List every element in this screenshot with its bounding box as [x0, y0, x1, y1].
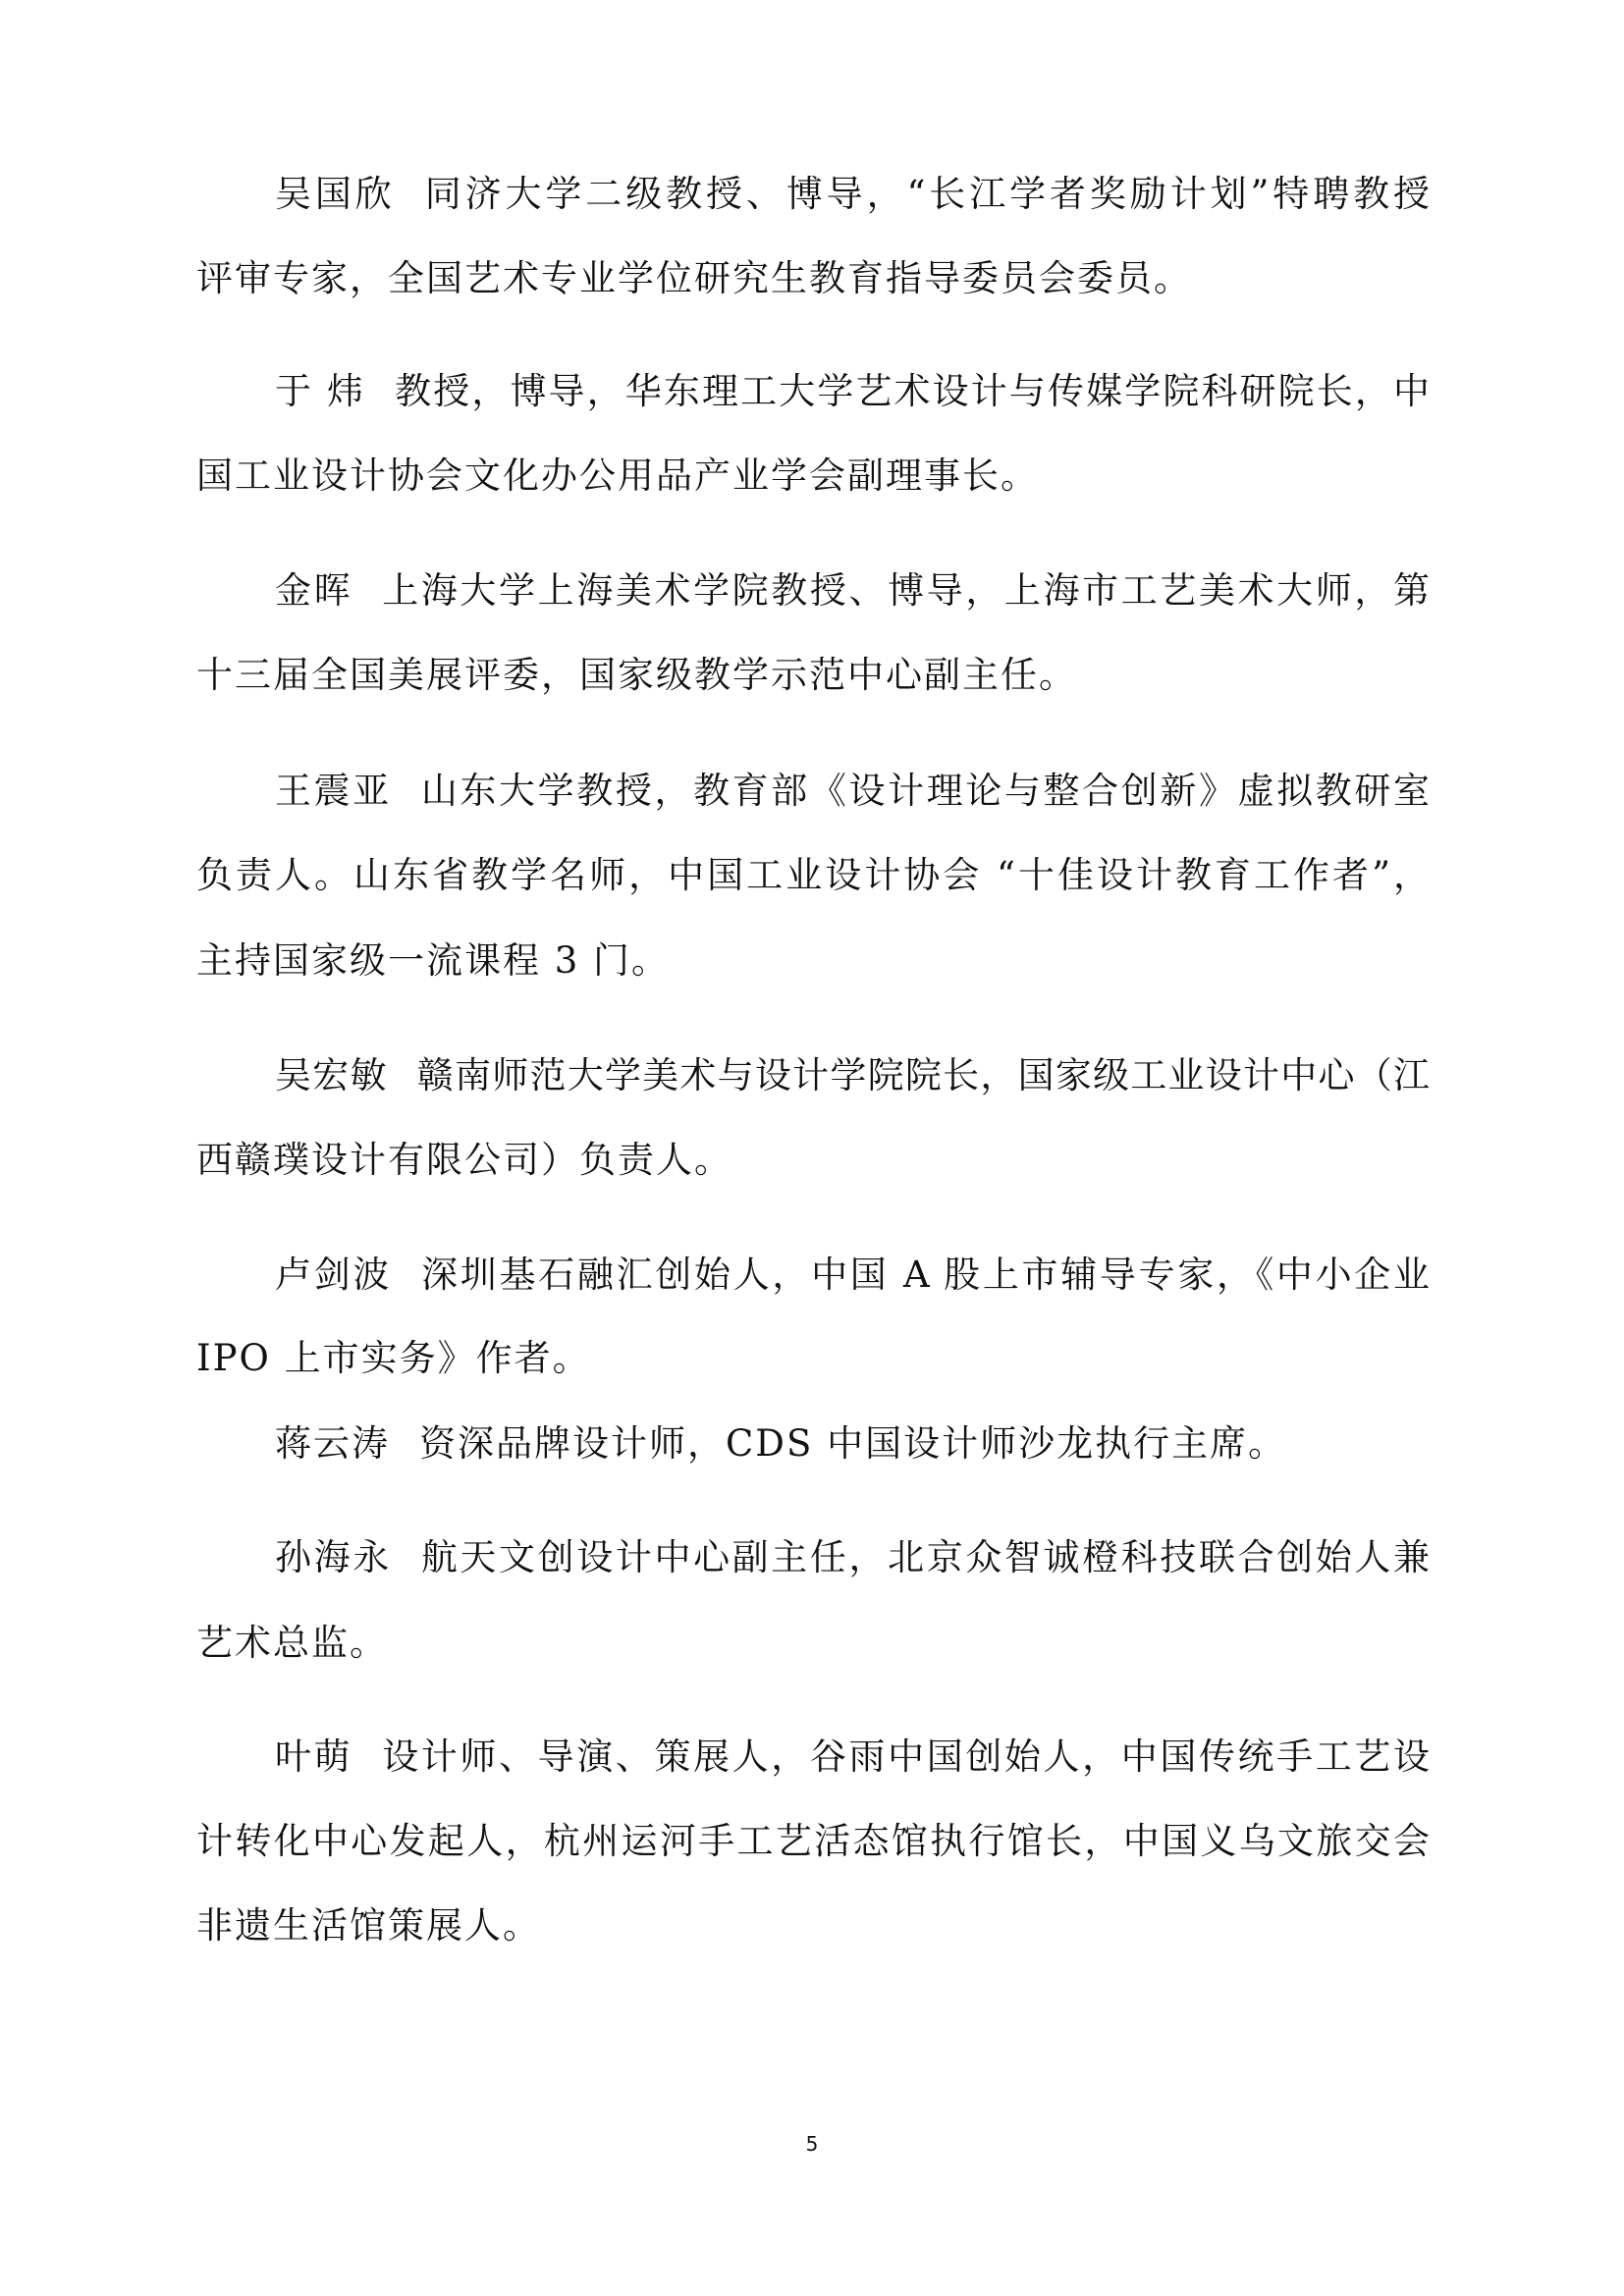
paragraph-line [275, 1735, 1430, 1779]
person-name: 蒋云涛 [275, 1422, 390, 1465]
bio-text: 资深品牌设计师，CDS 中国设计师沙龙执行主席。 [419, 1422, 1287, 1465]
person-name: 叶萌 [275, 1735, 353, 1778]
paragraph-line: 计转化中心发起人，杭州运河手工艺活态馆执行馆长，中国义乌文旅交会 [196, 1820, 1430, 1862]
paragraph-line: 主持国家级一流课程 3 门。 [196, 939, 671, 982]
paragraph-line [275, 1054, 1430, 1097]
page-number: 5 [805, 2132, 819, 2156]
bio-text: 赣南师范大学美术与设计学院院长，国家级工业设计中心（江 [416, 1054, 1431, 1096]
bio-text: 设计师、导演、策展人，谷雨中国创始人，中国传统手工艺设 [382, 1735, 1431, 1778]
bio-text: 深圳基石融汇创始人，中国 A 股上市辅导专家，《中小企业 [421, 1254, 1431, 1296]
bio-text: 山东大学教授，教育部《设计理论与整合创新》虚拟教研室 [420, 770, 1431, 812]
bio-text: 同济大学二级教授、博导，“长江学者奖励计划”特聘教授 [424, 173, 1430, 215]
paragraph-line: IPO 上市实务》作者。 [196, 1337, 591, 1379]
person-name: 卢剑波 [275, 1254, 393, 1296]
paragraph-line [275, 1254, 1430, 1297]
person-name: 吴宏敏 [275, 1054, 388, 1096]
person-name: 金晖 [275, 569, 353, 612]
paragraph-line: 国工业设计协会文化办公用品产业学会副理事长。 [196, 454, 1039, 497]
bio-text: 航天文创设计中心副主任，北京众智诚橙科技联合创始人兼 [420, 1536, 1431, 1578]
paragraph-line [275, 173, 1430, 216]
paragraph-line: 评审专家，全国艺术专业学位研究生教育指导委员会委员。 [196, 257, 1192, 299]
paragraph-line: 十三届全国美展评委，国家级教学示范中心副主任。 [196, 654, 1077, 696]
paragraph-line: 艺术总监。 [196, 1622, 388, 1664]
paragraph-line [275, 569, 1430, 613]
person-name: 于 炜 [275, 370, 366, 412]
person-name: 吴国欣 [275, 173, 396, 215]
paragraph-line: 西赣璞设计有限公司）负责人。 [196, 1139, 732, 1181]
bio-text: 教授，博导，华东理工大学艺术设计与传媒学院科研院长，中 [395, 370, 1431, 412]
paragraph-line: 负责人。山东省教学名师，中国工业设计协会 “十佳设计教育工作者”， [196, 854, 1430, 896]
paragraph-line [275, 1536, 1430, 1579]
bio-text: 上海大学上海美术学院教授、博导，上海市工艺美术大师，第 [382, 569, 1431, 612]
paragraph-line [275, 370, 1430, 413]
paragraph-line [275, 1422, 1430, 1466]
person-name: 孙海永 [275, 1536, 392, 1578]
person-name: 王震亚 [275, 770, 392, 812]
paragraph-line [275, 770, 1430, 813]
paragraph-line: 非遗生活馆策展人。 [196, 1904, 541, 1947]
